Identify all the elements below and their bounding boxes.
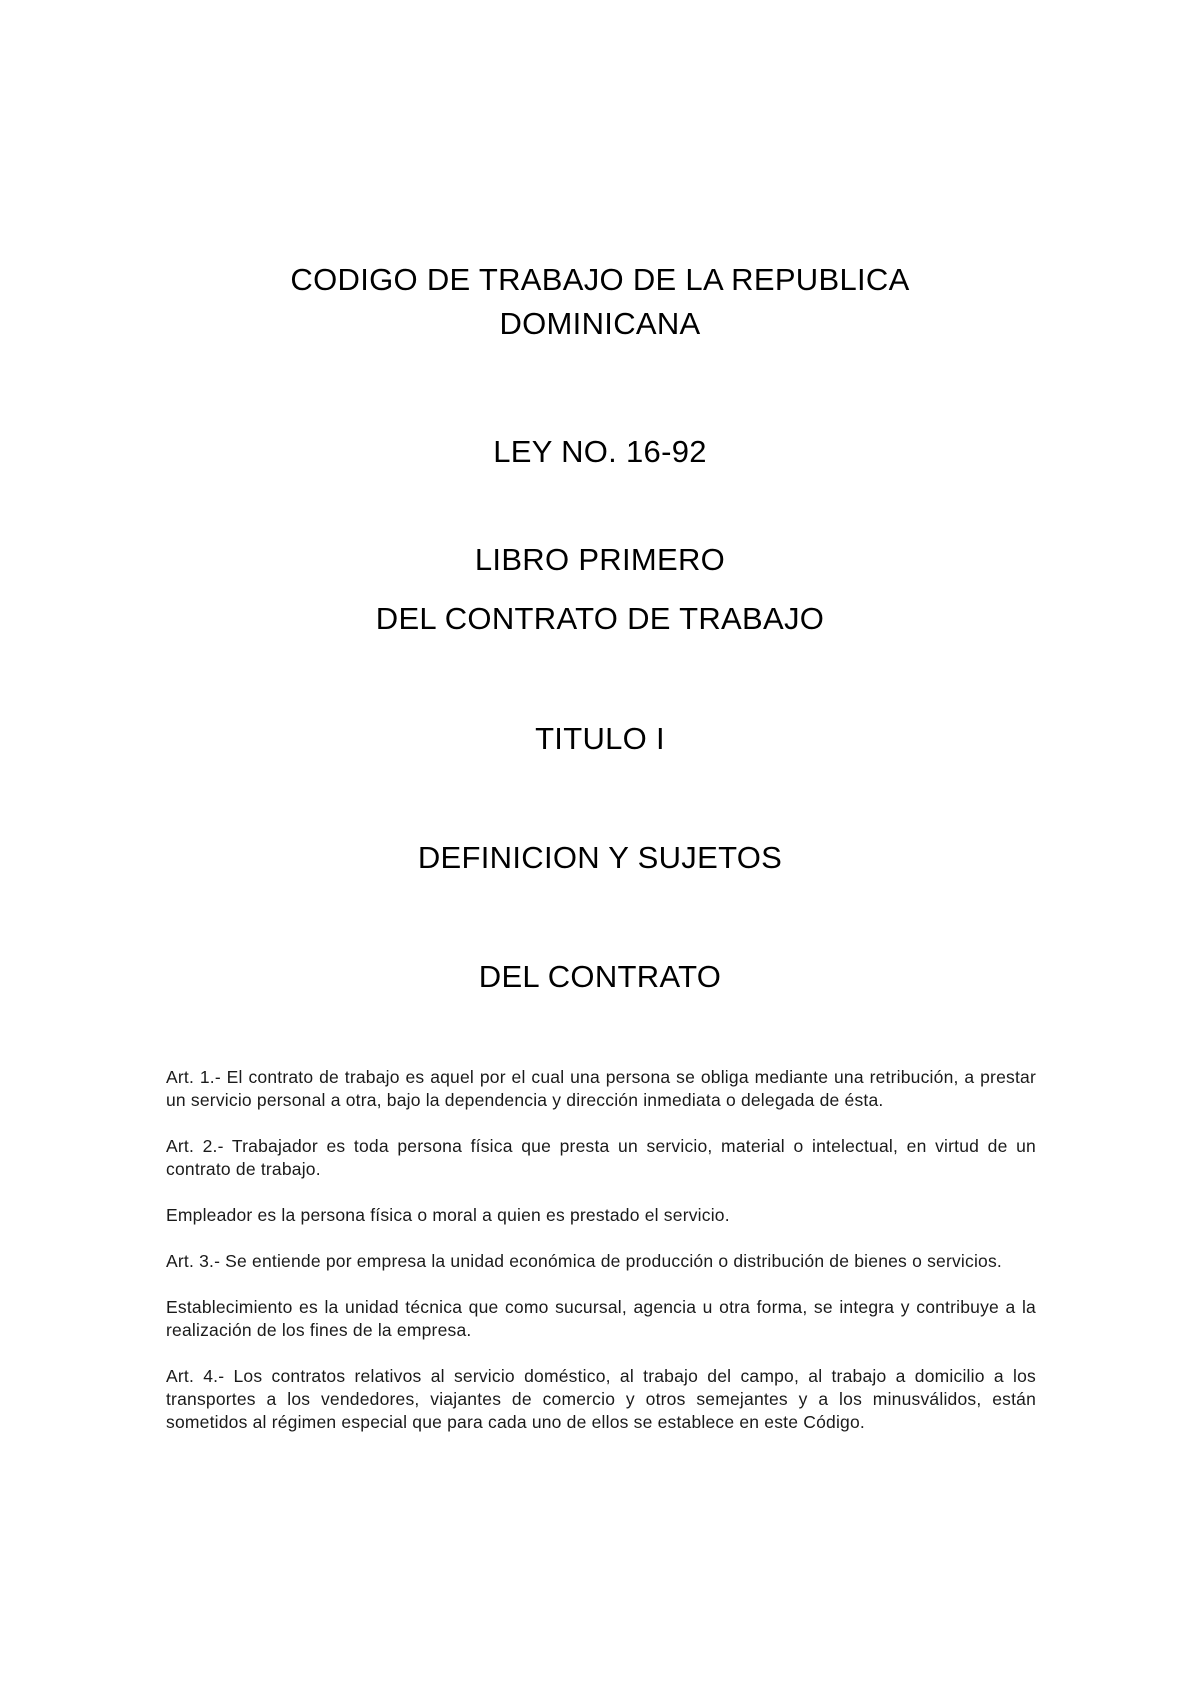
document-title bbox=[0, 258, 1200, 346]
paragraph-establecimiento: Establecimiento es la unidad técnica que como sucursal, agencia u otra forma, se integra y contribuye a la realización de los fines de la empresa. bbox=[166, 1297, 1036, 1340]
paragraph-art-4: Art. 4.- Los contratos relativos al servicio doméstico, al trabajo del campo, al trabajo a domicilio a los transportes a los vendedores, viajantes de comercio y otros semejantes y a los minusválidos, están sometidos al régimen especial que para cada uno de ellos se establece en este Código. bbox=[166, 1366, 1036, 1432]
paragraph-art-3: Art. 3.- Se entiende por empresa la unidad económica de producción o distribución de bienes o servicios. bbox=[166, 1251, 1002, 1271]
articles-body bbox=[166, 1066, 1036, 1457]
paragraph-empleador: Empleador es la persona física o moral a quien es prestado el servicio. bbox=[166, 1205, 730, 1225]
title-subtitle-line-1: DEFINICION Y SUJETOS bbox=[417, 840, 783, 875]
book-subtitle: DEL CONTRATO DE TRABAJO bbox=[375, 601, 825, 636]
document-title-line-2: DOMINICANA bbox=[499, 306, 701, 341]
law-number-heading: LEY NO. 16-92 bbox=[493, 434, 707, 469]
document-title-line-1: CODIGO DE TRABAJO DE LA REPUBLICA bbox=[290, 262, 910, 297]
paragraph-art-1: Art. 1.- El contrato de trabajo es aquel por el cual una persona se obliga mediante una retribución, a prestar un servicio personal a otra, bajo la dependencia y dirección inmediata o delegada de ésta. bbox=[166, 1067, 1036, 1110]
title-heading: TITULO I bbox=[535, 721, 665, 756]
paragraph-art-2: Art. 2.- Trabajador es toda persona física que presta un servicio, material o intelectual, en virtud de un contrato de trabajo. bbox=[166, 1136, 1036, 1179]
book-heading: LIBRO PRIMERO bbox=[474, 542, 726, 577]
title-subtitle-line-2: DEL CONTRATO bbox=[478, 959, 722, 994]
